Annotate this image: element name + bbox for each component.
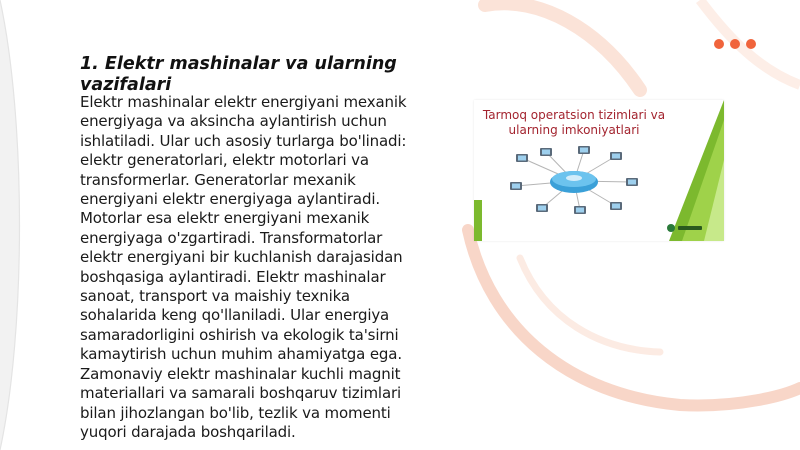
menu-dots-icon	[714, 39, 756, 49]
dot	[746, 39, 756, 49]
thumb-logo-icon	[666, 222, 706, 234]
dot	[714, 39, 724, 49]
dot	[730, 39, 740, 49]
slide-body-text: Elektr mashinalar elektr energiyani mexanik energiyaga va aksincha aylantirish uchun ishlatiladi. Ular uch asosiy turlarga bo'linadi: elektr generatorlari, elektr motorlari va transformerlar. Generatorlar mexanik energiyani elektr energiyaga aylantiradi. Motorlar esa elektr energiyani mexanik energiyaga o'zgartiradi. Transformatorlar elektr energiyani bir kuchlanish darajasidan boshqasiga aylantiradi. Elektr mashinalar sanoat, transport va maishiy texnika sohalarida keng qo'llaniladi. Ular energiya samaradorligini oshirish va ekologik ta'sirni kamaytirish uchun muhim ahamiyatga ega. Zamonaviy elektr mashinalar kuchli magnit materiallari va samarali boshqaruv tizimlari bilan jihozlangan bo'lib, tezlik va momenti yuqori darajada boshqariladi.	[80, 93, 407, 441]
thumb-left-bar	[474, 200, 482, 241]
thumbnail-image	[474, 100, 724, 241]
slide-title: 1. Elektr mashinalar va ularning vazifalari	[80, 54, 397, 95]
network-diagram-icon	[504, 146, 644, 216]
thumbnail-title: Tarmoq operatsion tizimlari va ularning imkoniyatlari	[482, 108, 666, 137]
